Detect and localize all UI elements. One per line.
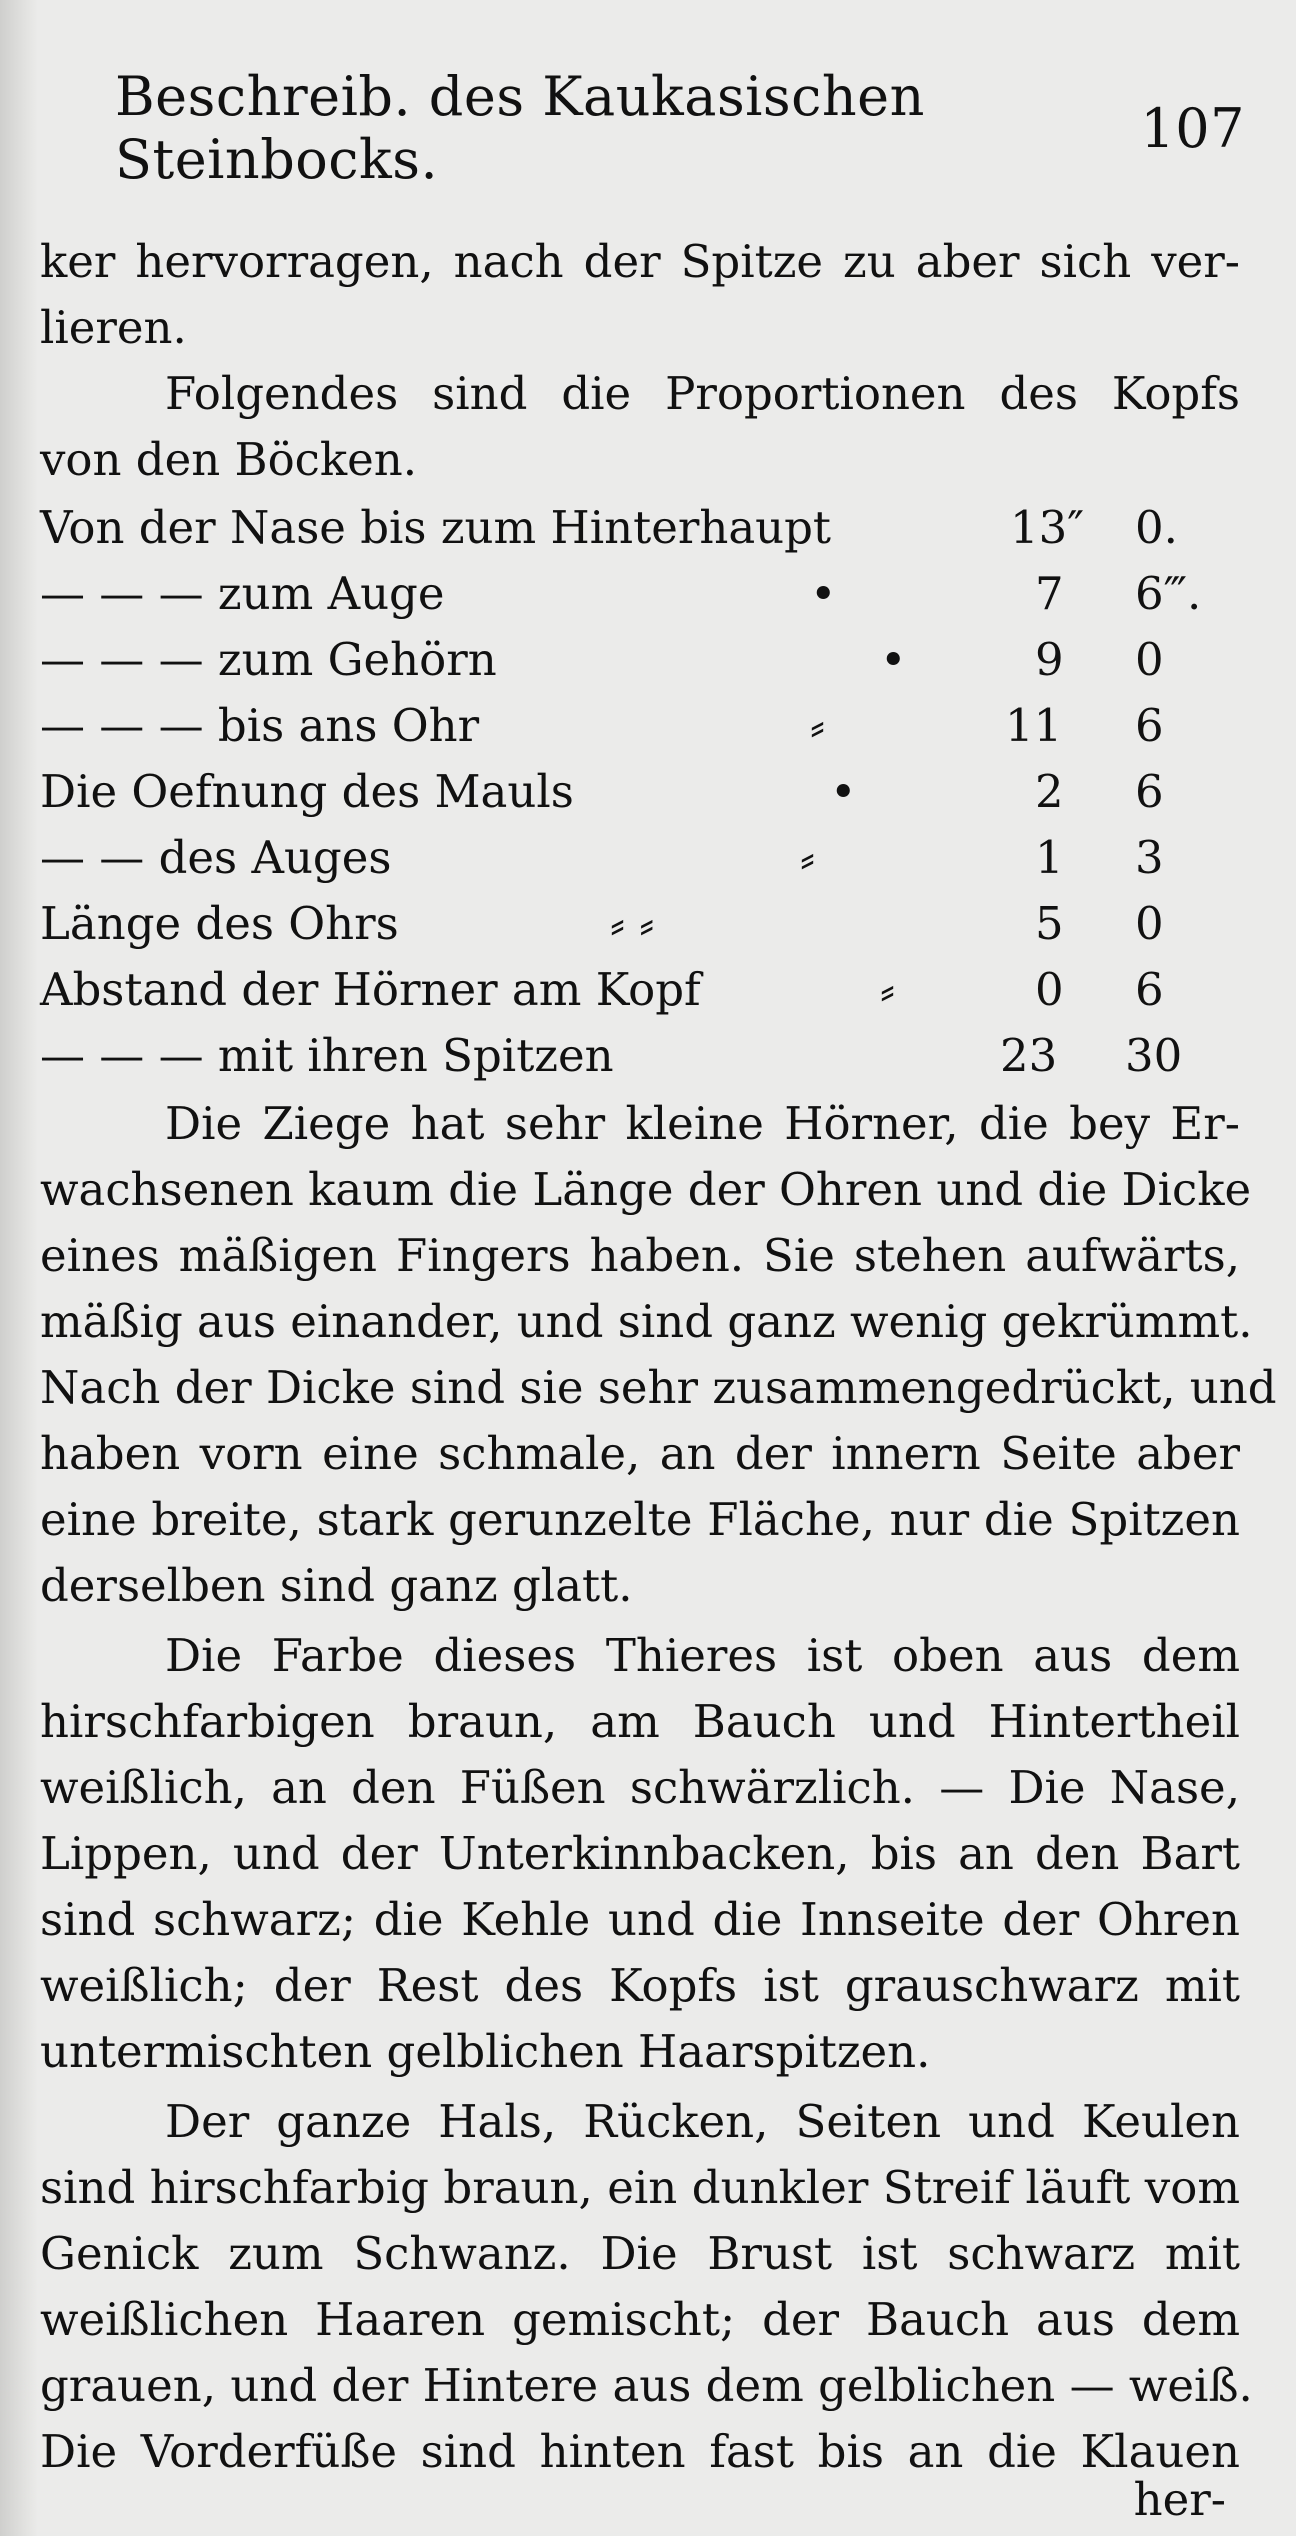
table-row <box>40 958 1220 1022</box>
row-dots: ⸗ ⸗ <box>610 897 655 950</box>
row-label: Länge des Ohrs <box>40 897 399 950</box>
text-line: grauen, und der Hintere aus dem gelblichen — weiß. <box>40 2359 1253 2412</box>
text-line: Der ganze Hals, Rücken, Seiten und Keulen <box>165 2095 1240 2148</box>
row-value-b: 6 <box>1135 699 1164 752</box>
row-value-b: 6‴. <box>1135 567 1202 620</box>
row-value-b: 6 <box>1135 963 1164 1016</box>
table-row <box>40 694 1220 758</box>
text-line: Nach der Dicke sind sie sehr zusammengedrückt, und <box>40 1361 1277 1414</box>
table-row <box>40 1024 1220 1088</box>
table-row <box>40 892 1220 956</box>
text-line: Die Vorderfüße sind hinten fast bis an die Klauen <box>40 2425 1240 2478</box>
row-label: Abstand der Hörner am Kopf <box>40 963 701 1016</box>
text-line: weißlich; der Rest des Kopfs ist grauschwarz mit <box>40 1959 1240 2012</box>
text-line: untermischten gelblichen Haarspitzen. <box>40 2025 931 2078</box>
text-line: Genick zum Schwanz. Die Brust ist schwarz mit <box>40 2227 1240 2280</box>
row-label: Von der Nase bis zum Hinterhaupt <box>40 501 832 554</box>
row-label: — — — zum Auge <box>40 567 445 620</box>
row-value-a: 0 <box>1035 963 1064 1016</box>
row-label: — — — mit ihren Spitzen <box>40 1029 614 1082</box>
row-dots: • <box>880 633 907 686</box>
table-row <box>40 562 1220 626</box>
row-dots: • <box>830 765 857 818</box>
text-line: sind schwarz; die Kehle und die Innseite der Ohren <box>40 1893 1240 1946</box>
row-value-a: 5 <box>1035 897 1064 950</box>
text-line: lieren. <box>40 301 187 354</box>
text-line: wachsenen kaum die Länge der Ohren und die Dicke <box>40 1163 1252 1216</box>
row-value-b: 30 <box>1125 1029 1183 1082</box>
row-dots: ⸗ <box>880 963 895 1016</box>
row-label: — — — bis ans Ohr <box>40 699 480 752</box>
table-row <box>40 628 1220 692</box>
row-value-a: 13″ <box>1010 501 1085 554</box>
text-line: von den Böcken. <box>40 433 418 486</box>
catchword: her- <box>1133 2473 1226 2526</box>
text-line: weißlichen Haaren gemischt; der Bauch aus dem <box>40 2293 1240 2346</box>
table-row <box>40 496 1220 560</box>
text-line: Lippen, und der Unterkinnbacken, bis an den Bart <box>40 1827 1240 1880</box>
table-row <box>40 760 1220 824</box>
row-dots: ⸗ <box>810 699 825 752</box>
text-line: Die Ziege hat sehr kleine Hörner, die bey Er- <box>165 1097 1240 1150</box>
row-label: — — — zum Gehörn <box>40 633 497 686</box>
table-row <box>40 826 1220 890</box>
row-value-b: 0 <box>1135 633 1164 686</box>
text-line: haben vorn eine schmale, an der innern Seite aber <box>40 1427 1240 1480</box>
text-line: eines mäßigen Fingers haben. Sie stehen aufwärts, <box>40 1229 1240 1282</box>
text-line: ker hervorragen, nach der Spitze zu aber sich ver- <box>40 235 1240 288</box>
row-label: Die Oefnung des Mauls <box>40 765 574 818</box>
row-value-a: 7 <box>1035 567 1064 620</box>
text-line: Folgendes sind die Proportionen des Kopfs <box>165 367 1240 420</box>
text-line: sind hirschfarbig braun, ein dunkler Streif läuft vom <box>40 2161 1240 2214</box>
row-value-a: 9 <box>1035 633 1064 686</box>
running-head <box>115 65 1255 191</box>
text-line: hirschfarbigen braun, am Bauch und Hintertheil <box>40 1695 1240 1748</box>
row-dots: ⸗ <box>800 831 815 884</box>
text-line: Die Farbe dieses Thieres ist oben aus dem <box>165 1629 1240 1682</box>
page-number: 107 <box>1140 96 1245 160</box>
row-value-a: 23 <box>1000 1029 1058 1082</box>
text-line: eine breite, stark gerunzelte Fläche, nur die Spitzen <box>40 1493 1240 1546</box>
text-line: mäßig aus einander, und sind ganz wenig gekrümmt. <box>40 1295 1253 1348</box>
row-value-b: 0. <box>1135 501 1178 554</box>
running-head-title: Beschreib. des Kaukasischen Steinbocks. <box>115 65 925 191</box>
row-value-a: 2 <box>1035 765 1064 818</box>
row-value-b: 3 <box>1135 831 1164 884</box>
row-label: — — des Auges <box>40 831 392 884</box>
row-dots: • <box>810 567 837 620</box>
row-value-a: 1 <box>1035 831 1064 884</box>
text-line: derselben sind ganz glatt. <box>40 1559 633 1612</box>
row-value-b: 0 <box>1135 897 1164 950</box>
page-gutter-shadow <box>0 0 38 2536</box>
text-line: weißlich, an den Füßen schwärzlich. — Die Nase, <box>40 1761 1240 1814</box>
row-value-a: 11 <box>1005 699 1063 752</box>
row-value-b: 6 <box>1135 765 1164 818</box>
